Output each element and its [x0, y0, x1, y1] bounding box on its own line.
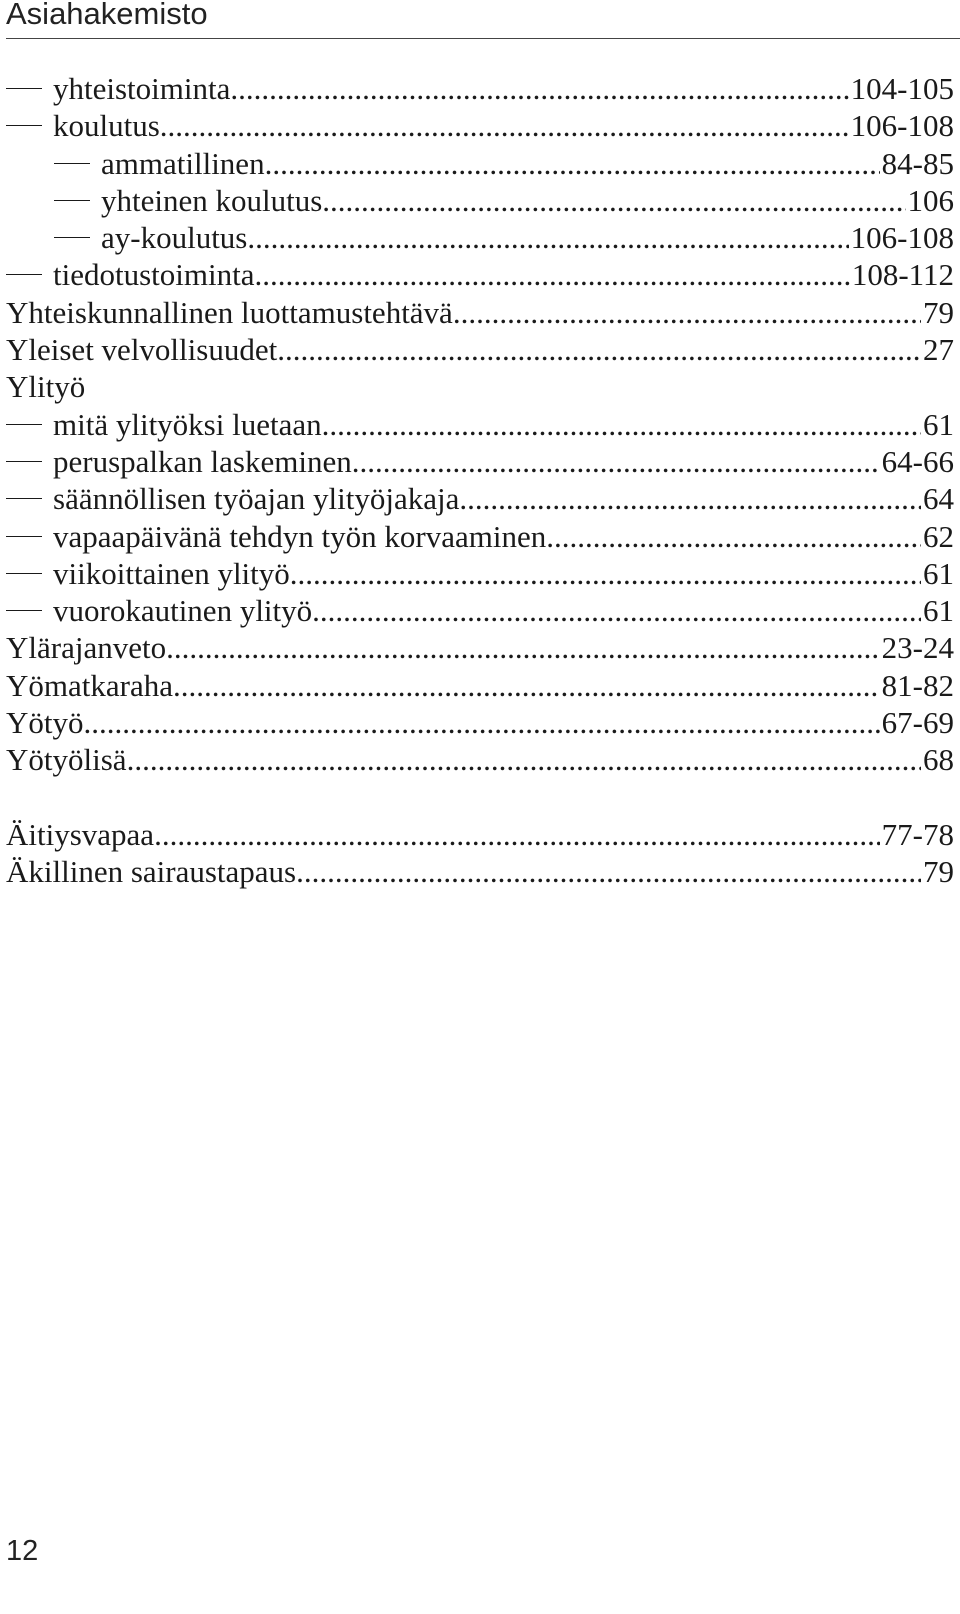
index-entry	[6, 331, 954, 368]
index-entry	[6, 219, 954, 256]
entry-label: Äitiysvapaa	[6, 816, 155, 852]
entry-page: 106	[907, 182, 954, 218]
entry-page: 67-69	[881, 705, 954, 741]
index-entry	[6, 406, 954, 443]
entry-page: 104-105	[850, 71, 954, 106]
em-dash	[6, 610, 42, 611]
entry-page: 61	[923, 406, 954, 442]
index-entry	[6, 256, 954, 293]
dot-leader	[352, 443, 880, 480]
index-entry	[6, 816, 954, 853]
entry-page: 61	[923, 593, 954, 629]
index-entry	[6, 555, 954, 592]
index-entry	[6, 741, 954, 778]
index-entry	[6, 592, 954, 629]
entry-page: 64	[923, 481, 954, 517]
em-dash	[6, 125, 42, 126]
entry-page: 106-108	[850, 220, 954, 256]
dot-leader	[173, 667, 880, 704]
running-header	[6, 0, 960, 39]
dot-leader	[247, 219, 848, 256]
entry-label: Yömatkaraha	[6, 667, 173, 703]
dot-leader	[166, 629, 880, 666]
entry-label: vuorokautinen ylityö	[53, 593, 313, 629]
em-dash	[6, 498, 42, 499]
entry-label: Ylärajanveto	[6, 630, 167, 666]
entry-label: viikoittainen ylityö	[53, 555, 290, 591]
entry-page: 23-24	[881, 630, 954, 666]
entry-label: ammatillinen	[101, 145, 265, 181]
entry-label: yhteistoiminta	[53, 71, 231, 106]
entry-label: yhteinen koulutus	[101, 182, 323, 218]
index-entry	[6, 294, 954, 331]
entry-page: 61	[923, 555, 954, 591]
index-entry	[6, 667, 954, 704]
em-dash	[54, 237, 90, 238]
entry-page: 79	[923, 294, 954, 330]
entry-label: Ylityö	[6, 369, 86, 405]
dot-leader	[312, 592, 921, 629]
dot-leader	[230, 70, 848, 107]
dot-leader	[277, 331, 921, 368]
entry-page: 27	[923, 332, 954, 368]
em-dash	[54, 163, 90, 164]
em-dash	[6, 461, 42, 462]
entry-label: Yötyö	[6, 705, 84, 741]
dot-leader	[290, 555, 921, 592]
entry-page: 79	[923, 853, 954, 889]
dot-leader	[160, 107, 849, 144]
entry-page: 106-108	[850, 108, 954, 144]
em-dash	[6, 573, 42, 574]
dot-leader	[154, 816, 880, 853]
entry-page: 81-82	[881, 667, 954, 703]
header-title: Asiahakemisto	[6, 0, 208, 31]
em-dash	[54, 200, 90, 201]
page-number: 12	[6, 1535, 39, 1567]
entry-page: 108-112	[851, 257, 954, 293]
em-dash	[6, 424, 42, 425]
index-entry	[6, 518, 954, 555]
dot-leader	[127, 741, 921, 778]
entry-label: tiedotustoiminta	[53, 257, 255, 293]
dot-leader	[296, 853, 921, 890]
entry-page: 64-66	[881, 443, 954, 479]
index-entry	[6, 629, 954, 666]
dot-leader	[453, 294, 921, 331]
entry-label: ay-koulutus	[101, 220, 248, 256]
entry-page: 84-85	[881, 145, 954, 181]
index-heading	[6, 368, 954, 405]
index-entry	[6, 443, 954, 480]
entry-label: peruspalkan laskeminen	[53, 443, 352, 479]
index-entry	[6, 182, 954, 219]
entry-page: 77-78	[881, 816, 954, 852]
entry-label: Yhteiskunnallinen luottamustehtävä	[6, 294, 453, 330]
em-dash	[6, 536, 42, 537]
index-entry	[6, 704, 954, 741]
entry-page: 62	[923, 518, 954, 554]
index-entry	[6, 853, 954, 890]
entry-label: Yleiset velvollisuudet	[6, 332, 278, 368]
entry-label: säännöllisen työajan ylityöjakaja	[53, 481, 460, 517]
dot-leader	[255, 256, 850, 293]
index-entry	[6, 480, 954, 517]
dot-leader	[546, 518, 921, 555]
entry-label: Yötyölisä	[6, 742, 127, 778]
entry-label: mitä ylityöksi luetaan	[53, 406, 322, 442]
entry-page: 68	[923, 742, 954, 778]
entry-label: Äkillinen sairaustapaus	[6, 853, 297, 889]
dot-leader	[84, 704, 880, 741]
dot-leader	[322, 406, 921, 443]
index-entry	[6, 70, 954, 107]
dot-leader	[459, 480, 921, 517]
index-entry	[6, 107, 954, 144]
index-list	[6, 70, 954, 890]
dot-leader	[322, 182, 905, 219]
index-entry	[6, 145, 954, 182]
entry-label: vapaapäivänä tehdyn työn korvaaminen	[53, 518, 547, 554]
em-dash	[6, 88, 42, 89]
entry-label: koulutus	[53, 108, 160, 144]
dot-leader	[265, 145, 880, 182]
em-dash	[6, 274, 42, 275]
